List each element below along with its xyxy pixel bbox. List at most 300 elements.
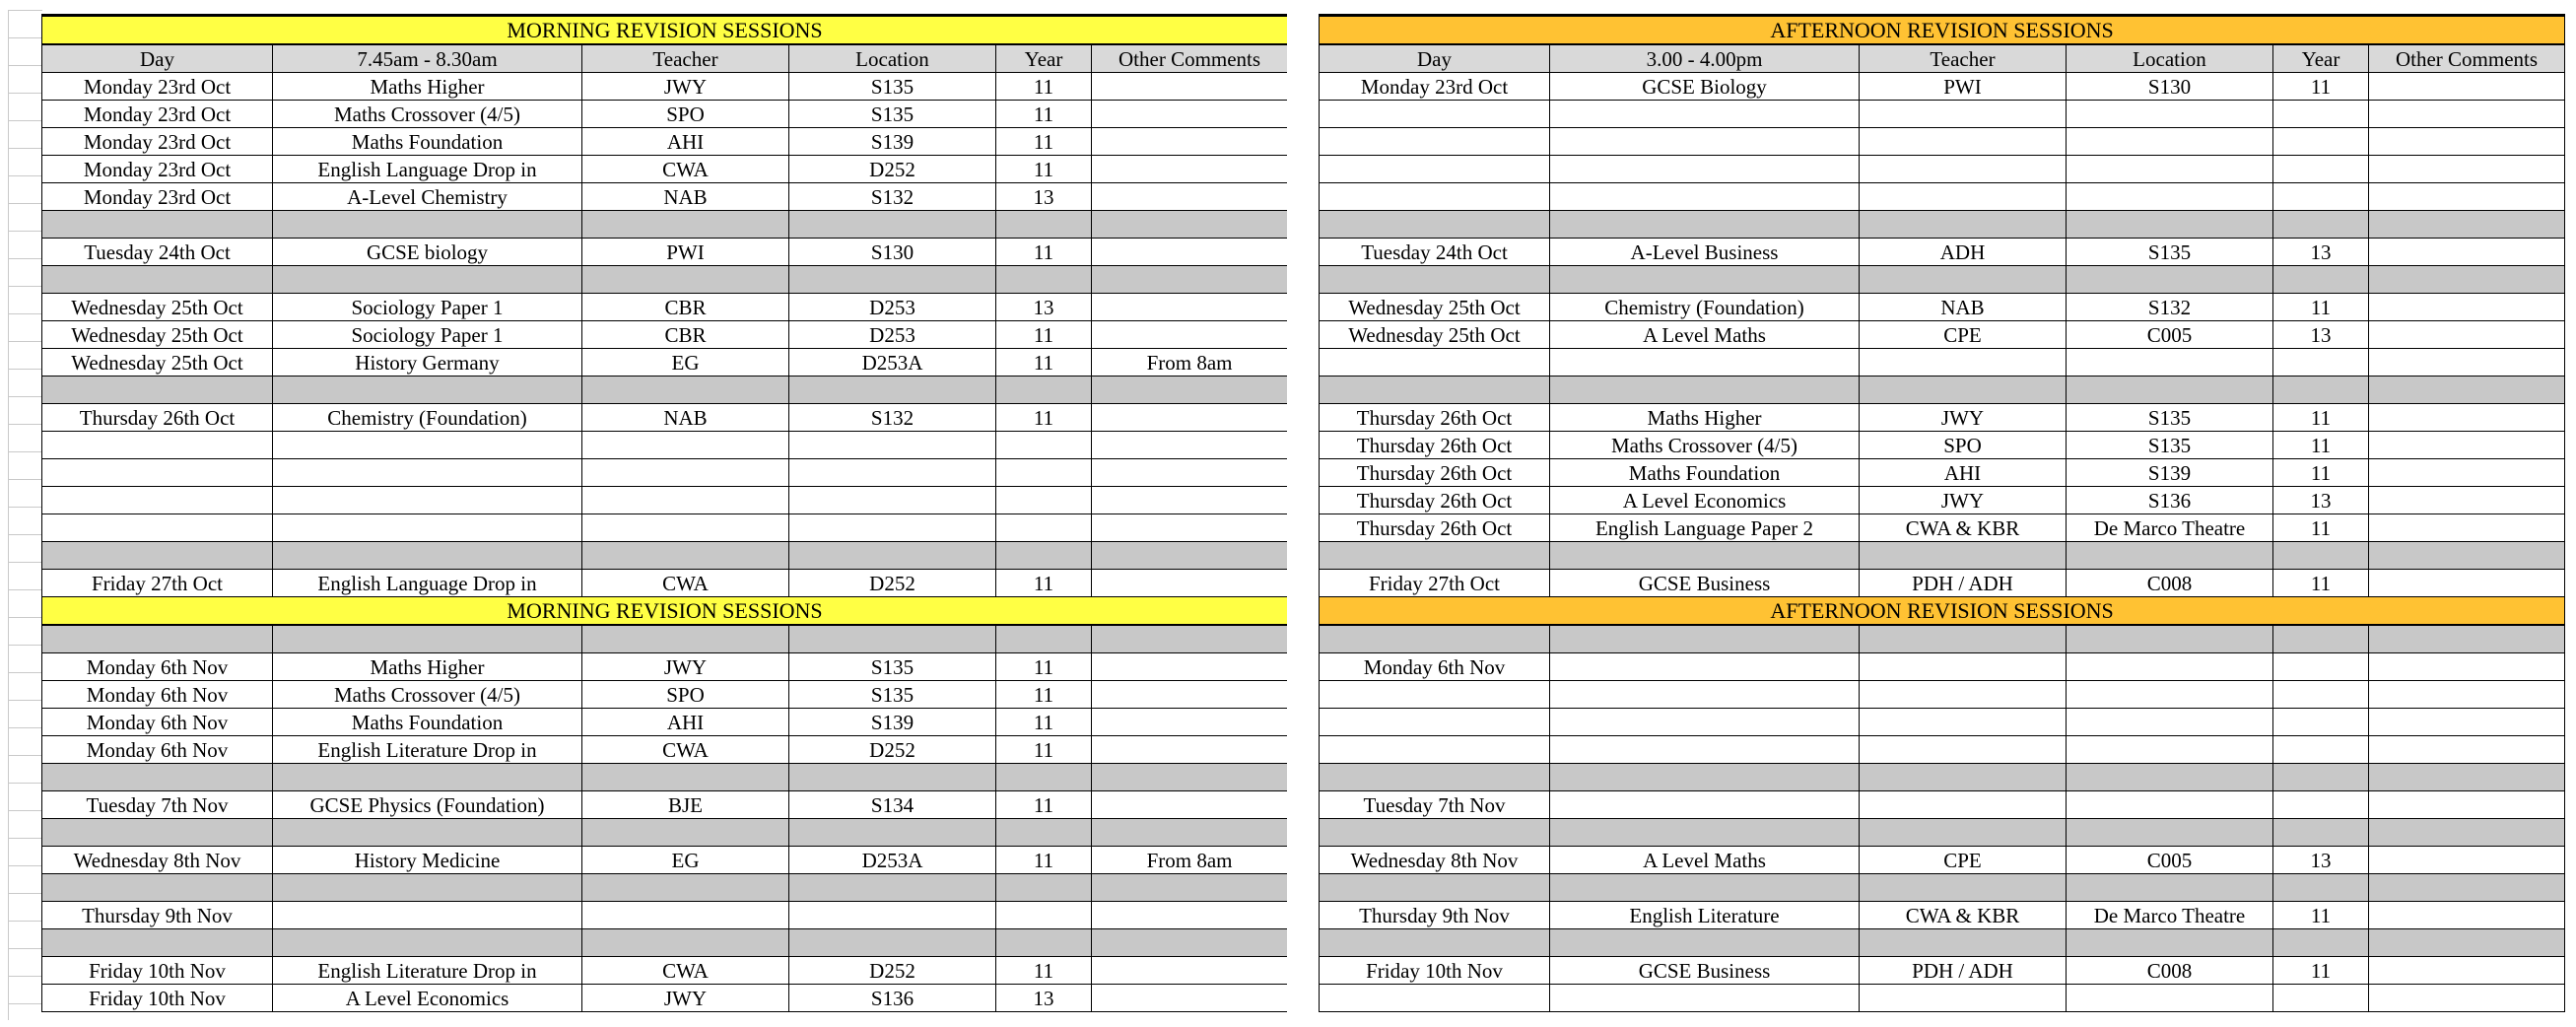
table-cell[interactable] (2273, 349, 2369, 377)
table-cell[interactable] (1320, 183, 1550, 211)
table-cell[interactable] (996, 514, 1092, 542)
table-cell[interactable]: S139 (789, 709, 996, 736)
table-cell[interactable]: D252 (789, 736, 996, 764)
table-cell[interactable] (2067, 128, 2273, 156)
table-cell[interactable]: C005 (2067, 321, 2273, 349)
table-cell[interactable] (1550, 156, 1860, 183)
morning-separator-row (42, 819, 1288, 847)
table-cell[interactable]: S136 (2067, 487, 2273, 514)
table-cell[interactable]: GCSE biology (273, 239, 582, 266)
table-cell[interactable] (1092, 487, 1288, 514)
table-cell[interactable] (582, 432, 789, 459)
table-cell[interactable]: Wednesday 25th Oct (1320, 294, 1550, 321)
table-cell[interactable]: S134 (789, 791, 996, 819)
table-cell[interactable]: PDH / ADH (1860, 570, 2067, 597)
table-cell[interactable] (1092, 183, 1288, 211)
table-cell[interactable]: D253 (789, 294, 996, 321)
table-cell[interactable]: Maths Crossover (4/5) (273, 681, 582, 709)
table-cell[interactable] (1092, 73, 1288, 101)
table-cell[interactable]: 13 (2273, 239, 2369, 266)
table-cell[interactable]: From 8am (1092, 847, 1288, 874)
table-cell[interactable] (2369, 791, 2565, 819)
table-cell[interactable]: 13 (996, 183, 1092, 211)
table-cell[interactable]: A-Level Business (1550, 239, 1860, 266)
separator-cell (2273, 625, 2369, 653)
table-cell[interactable] (1320, 349, 1550, 377)
table-cell[interactable]: PDH / ADH (1860, 957, 2067, 985)
table-cell[interactable]: ADH (1860, 239, 2067, 266)
table-cell[interactable]: S139 (2067, 459, 2273, 487)
table-cell[interactable] (1320, 985, 1550, 1012)
table-cell[interactable]: 13 (2273, 321, 2369, 349)
table-cell[interactable]: JWY (582, 653, 789, 681)
table-cell[interactable]: De Marco Theatre (2067, 514, 2273, 542)
separator-cell (582, 625, 789, 653)
table-cell[interactable]: 13 (2273, 487, 2369, 514)
table-cell[interactable]: 11 (996, 156, 1092, 183)
table-cell[interactable] (2067, 349, 2273, 377)
table-cell[interactable] (1550, 985, 1860, 1012)
table-cell[interactable]: Maths Higher (1550, 404, 1860, 432)
table-cell[interactable] (2273, 985, 2369, 1012)
table-cell[interactable]: Maths Crossover (4/5) (273, 101, 582, 128)
table-cell[interactable]: Monday 23rd Oct (1320, 73, 1550, 101)
table-cell[interactable]: Wednesday 8th Nov (1320, 847, 1550, 874)
table-cell[interactable]: 11 (2273, 570, 2369, 597)
table-cell[interactable]: A Level Maths (1550, 847, 1860, 874)
table-cell[interactable] (996, 902, 1092, 929)
table-cell[interactable]: History Medicine (273, 847, 582, 874)
table-cell[interactable]: S139 (789, 128, 996, 156)
table-cell[interactable]: A-Level Chemistry (273, 183, 582, 211)
table-cell[interactable]: Thursday 26th Oct (1320, 432, 1550, 459)
table-cell[interactable]: English Literature (1550, 902, 1860, 929)
table-cell[interactable]: Tuesday 24th Oct (42, 239, 273, 266)
table-cell[interactable] (2369, 432, 2565, 459)
table-cell[interactable]: 13 (996, 294, 1092, 321)
table-cell[interactable]: 11 (996, 349, 1092, 377)
table-cell[interactable] (789, 459, 996, 487)
table-cell[interactable]: 11 (2273, 294, 2369, 321)
table-cell[interactable]: 11 (996, 957, 1092, 985)
table-cell[interactable]: A Level Maths (1550, 321, 1860, 349)
table-cell[interactable] (1860, 653, 2067, 681)
table-cell[interactable]: 13 (2273, 847, 2369, 874)
table-cell[interactable]: S132 (2067, 294, 2273, 321)
table-cell[interactable]: CWA (582, 570, 789, 597)
table-cell[interactable] (1092, 736, 1288, 764)
table-cell[interactable]: Monday 6th Nov (1320, 653, 1550, 681)
table-cell[interactable]: SPO (582, 681, 789, 709)
table-cell[interactable]: AHI (1860, 459, 2067, 487)
table-cell[interactable]: Maths Crossover (4/5) (1550, 432, 1860, 459)
table-cell[interactable]: S130 (2067, 73, 2273, 101)
table-cell[interactable]: S132 (789, 183, 996, 211)
table-cell[interactable] (2369, 183, 2565, 211)
table-cell[interactable] (1092, 101, 1288, 128)
table-cell[interactable] (1320, 128, 1550, 156)
table-cell[interactable] (996, 432, 1092, 459)
table-cell[interactable] (1092, 791, 1288, 819)
table-cell[interactable] (2067, 183, 2273, 211)
table-cell[interactable] (2273, 791, 2369, 819)
table-cell[interactable] (1092, 404, 1288, 432)
table-cell[interactable] (2369, 570, 2565, 597)
table-cell[interactable] (2369, 321, 2565, 349)
table-cell[interactable]: Wednesday 25th Oct (42, 321, 273, 349)
table-cell[interactable]: Tuesday 7th Nov (1320, 791, 1550, 819)
separator-cell (582, 764, 789, 791)
table-cell[interactable] (2369, 349, 2565, 377)
table-cell[interactable]: S135 (789, 653, 996, 681)
table-cell[interactable]: English Language Drop in (273, 570, 582, 597)
table-cell[interactable]: Maths Foundation (273, 709, 582, 736)
table-cell[interactable]: 11 (2273, 459, 2369, 487)
table-cell[interactable] (1092, 239, 1288, 266)
table-cell[interactable] (2369, 736, 2565, 764)
table-cell[interactable]: S135 (2067, 432, 2273, 459)
table-cell[interactable] (582, 514, 789, 542)
table-cell[interactable] (1550, 653, 1860, 681)
table-cell[interactable] (1860, 709, 2067, 736)
table-cell[interactable] (1320, 681, 1550, 709)
table-cell[interactable]: 11 (996, 128, 1092, 156)
table-cell[interactable]: BJE (582, 791, 789, 819)
table-cell[interactable] (2369, 101, 2565, 128)
table-cell[interactable]: D252 (789, 156, 996, 183)
table-cell[interactable]: D253 (789, 321, 996, 349)
table-cell[interactable]: Chemistry (Foundation) (1550, 294, 1860, 321)
table-cell[interactable]: GCSE Business (1550, 957, 1860, 985)
table-cell[interactable] (1550, 128, 1860, 156)
table-cell[interactable] (582, 459, 789, 487)
table-cell[interactable]: Thursday 26th Oct (1320, 514, 1550, 542)
table-cell[interactable]: NAB (582, 404, 789, 432)
table-cell[interactable] (2369, 294, 2565, 321)
table-cell[interactable] (2067, 709, 2273, 736)
table-cell[interactable] (1320, 736, 1550, 764)
table-cell[interactable] (1550, 791, 1860, 819)
table-cell[interactable]: CBR (582, 294, 789, 321)
table-cell[interactable]: 11 (996, 73, 1092, 101)
table-cell[interactable] (1860, 156, 2067, 183)
table-cell[interactable]: CWA (582, 736, 789, 764)
table-cell[interactable]: 11 (996, 321, 1092, 349)
table-cell[interactable]: Monday 23rd Oct (42, 156, 273, 183)
table-cell[interactable] (1092, 709, 1288, 736)
table-cell[interactable]: 11 (2273, 902, 2369, 929)
table-cell[interactable]: C008 (2067, 570, 2273, 597)
table-cell[interactable]: English Literature Drop in (273, 736, 582, 764)
table-cell[interactable] (2369, 404, 2565, 432)
table-cell[interactable]: CBR (582, 321, 789, 349)
table-cell[interactable] (2273, 101, 2369, 128)
table-cell[interactable]: English Literature Drop in (273, 957, 582, 985)
table-cell[interactable] (1092, 321, 1288, 349)
table-cell[interactable]: 11 (996, 847, 1092, 874)
table-cell[interactable] (789, 487, 996, 514)
table-cell[interactable] (1550, 183, 1860, 211)
table-cell[interactable] (1860, 985, 2067, 1012)
table-cell[interactable]: 11 (996, 570, 1092, 597)
table-cell[interactable] (1320, 156, 1550, 183)
table-cell[interactable] (996, 459, 1092, 487)
table-cell[interactable] (2273, 681, 2369, 709)
table-cell[interactable] (2369, 847, 2565, 874)
table-cell[interactable]: 11 (2273, 957, 2369, 985)
table-cell[interactable]: JWY (1860, 404, 2067, 432)
table-cell[interactable] (2369, 514, 2565, 542)
table-cell[interactable]: Maths Foundation (273, 128, 582, 156)
table-cell[interactable]: 11 (2273, 73, 2369, 101)
morning-separator-row (42, 266, 1288, 294)
table-cell[interactable]: Sociology Paper 1 (273, 321, 582, 349)
table-cell[interactable] (2273, 128, 2369, 156)
table-cell[interactable] (2273, 736, 2369, 764)
table-cell[interactable] (1092, 128, 1288, 156)
table-cell[interactable] (1550, 349, 1860, 377)
table-cell[interactable] (2369, 156, 2565, 183)
table-cell[interactable]: Friday 10th Nov (1320, 957, 1550, 985)
table-cell[interactable] (789, 432, 996, 459)
separator-cell (273, 266, 582, 294)
table-cell[interactable] (2369, 681, 2565, 709)
table-cell[interactable]: Monday 23rd Oct (42, 128, 273, 156)
table-cell[interactable] (1860, 101, 2067, 128)
table-cell[interactable] (1092, 432, 1288, 459)
table-cell[interactable]: Tuesday 24th Oct (1320, 239, 1550, 266)
table-cell[interactable] (2369, 459, 2565, 487)
table-cell[interactable]: 11 (996, 101, 1092, 128)
table-cell[interactable]: A Level Economics (1550, 487, 1860, 514)
table-cell[interactable]: EG (582, 847, 789, 874)
table-cell[interactable]: 11 (996, 791, 1092, 819)
table-cell[interactable] (1320, 709, 1550, 736)
table-cell[interactable] (2369, 957, 2565, 985)
table-cell[interactable] (2067, 681, 2273, 709)
table-cell[interactable] (1550, 101, 1860, 128)
table-cell[interactable]: GCSE Biology (1550, 73, 1860, 101)
table-cell[interactable] (1092, 681, 1288, 709)
table-cell[interactable] (1860, 183, 2067, 211)
table-cell[interactable] (1550, 681, 1860, 709)
table-cell[interactable] (2067, 736, 2273, 764)
table-cell[interactable]: 11 (996, 404, 1092, 432)
table-cell[interactable] (2067, 156, 2273, 183)
table-cell[interactable]: 11 (2273, 432, 2369, 459)
table-cell[interactable]: SPO (582, 101, 789, 128)
table-cell[interactable] (789, 902, 996, 929)
table-cell[interactable]: Monday 23rd Oct (42, 101, 273, 128)
table-cell[interactable] (1092, 514, 1288, 542)
table-cell[interactable]: Sociology Paper 1 (273, 294, 582, 321)
table-cell[interactable] (582, 487, 789, 514)
table-cell[interactable] (2369, 653, 2565, 681)
table-cell[interactable]: GCSE Physics (Foundation) (273, 791, 582, 819)
table-cell[interactable] (2067, 653, 2273, 681)
table-cell[interactable] (1092, 459, 1288, 487)
table-cell[interactable]: 11 (996, 736, 1092, 764)
table-cell[interactable] (2369, 487, 2565, 514)
table-cell[interactable] (2369, 239, 2565, 266)
table-cell[interactable] (42, 487, 273, 514)
table-cell[interactable]: 11 (996, 239, 1092, 266)
table-cell[interactable]: CPE (1860, 847, 2067, 874)
table-cell[interactable] (1860, 128, 2067, 156)
table-cell[interactable]: D252 (789, 957, 996, 985)
table-cell[interactable] (273, 432, 582, 459)
table-cell[interactable] (42, 459, 273, 487)
table-cell[interactable] (582, 902, 789, 929)
table-cell[interactable]: CWA (582, 957, 789, 985)
separator-cell (273, 929, 582, 957)
table-cell[interactable]: 11 (996, 681, 1092, 709)
table-cell[interactable]: Thursday 9th Nov (1320, 902, 1550, 929)
table-row (42, 681, 1288, 709)
table-cell[interactable]: Friday 10th Nov (42, 957, 273, 985)
table-cell[interactable]: Monday 23rd Oct (42, 183, 273, 211)
table-cell[interactable]: Wednesday 25th Oct (1320, 321, 1550, 349)
table-cell[interactable]: Monday 6th Nov (42, 736, 273, 764)
table-cell[interactable]: S130 (789, 239, 996, 266)
table-cell[interactable]: From 8am (1092, 349, 1288, 377)
table-cell[interactable]: Thursday 26th Oct (1320, 487, 1550, 514)
table-cell[interactable]: Wednesday 25th Oct (42, 349, 273, 377)
table-cell[interactable]: SPO (1860, 432, 2067, 459)
table-cell[interactable] (1092, 957, 1288, 985)
table-cell[interactable]: De Marco Theatre (2067, 902, 2273, 929)
table-cell[interactable]: Maths Higher (273, 653, 582, 681)
table-cell[interactable] (2273, 156, 2369, 183)
table-cell[interactable]: S135 (789, 101, 996, 128)
table-cell[interactable] (2067, 101, 2273, 128)
table-cell[interactable]: S136 (789, 985, 996, 1012)
table-cell[interactable]: S132 (789, 404, 996, 432)
table-cell[interactable] (42, 432, 273, 459)
table-cell[interactable]: Friday 10th Nov (42, 985, 273, 1012)
table-cell[interactable]: JWY (1860, 487, 2067, 514)
table-cell[interactable]: Friday 27th Oct (1320, 570, 1550, 597)
table-cell[interactable]: Thursday 26th Oct (1320, 404, 1550, 432)
table-cell[interactable]: CWA & KBR (1860, 514, 2067, 542)
separator-cell (1092, 874, 1288, 902)
table-cell[interactable] (273, 902, 582, 929)
table-cell[interactable]: D253A (789, 847, 996, 874)
table-cell[interactable]: A Level Economics (273, 985, 582, 1012)
separator-cell (2067, 819, 2273, 847)
table-cell[interactable] (2369, 709, 2565, 736)
table-cell[interactable]: PWI (1860, 73, 2067, 101)
table-cell[interactable]: 11 (996, 653, 1092, 681)
table-cell[interactable]: 11 (2273, 514, 2369, 542)
table-cell[interactable] (1860, 791, 2067, 819)
table-cell[interactable] (1092, 294, 1288, 321)
table-cell[interactable]: AHI (582, 709, 789, 736)
table-cell[interactable]: JWY (582, 985, 789, 1012)
table-cell[interactable]: S135 (789, 681, 996, 709)
table-cell[interactable] (273, 487, 582, 514)
separator-cell (2273, 211, 2369, 239)
table-cell[interactable]: Monday 6th Nov (42, 681, 273, 709)
table-cell[interactable] (1550, 736, 1860, 764)
table-cell[interactable] (2369, 73, 2565, 101)
table-cell[interactable]: S135 (2067, 404, 2273, 432)
table-cell[interactable]: CWA & KBR (1860, 902, 2067, 929)
table-cell[interactable]: Maths Higher (273, 73, 582, 101)
table-cell[interactable] (273, 514, 582, 542)
table-cell[interactable] (1092, 570, 1288, 597)
table-cell[interactable] (2067, 985, 2273, 1012)
table-cell[interactable]: English Language Paper 2 (1550, 514, 1860, 542)
table-cell[interactable] (2369, 902, 2565, 929)
table-cell[interactable]: Chemistry (Foundation) (273, 404, 582, 432)
table-cell[interactable]: CPE (1860, 321, 2067, 349)
table-cell[interactable]: C008 (2067, 957, 2273, 985)
table-cell[interactable] (2067, 791, 2273, 819)
table-cell[interactable] (2273, 653, 2369, 681)
table-cell[interactable]: AHI (582, 128, 789, 156)
table-cell[interactable]: English Language Drop in (273, 156, 582, 183)
table-cell[interactable]: GCSE Business (1550, 570, 1860, 597)
table-cell[interactable]: JWY (582, 73, 789, 101)
table-cell[interactable] (1092, 985, 1288, 1012)
table-cell[interactable]: Friday 27th Oct (42, 570, 273, 597)
table-cell[interactable]: Tuesday 7th Nov (42, 791, 273, 819)
table-cell[interactable] (1860, 349, 2067, 377)
table-cell[interactable]: D252 (789, 570, 996, 597)
table-cell[interactable]: 11 (2273, 404, 2369, 432)
table-cell[interactable]: EG (582, 349, 789, 377)
table-cell[interactable] (2273, 709, 2369, 736)
table-cell[interactable] (1860, 681, 2067, 709)
table-cell[interactable]: Wednesday 8th Nov (42, 847, 273, 874)
table-cell[interactable]: Wednesday 25th Oct (42, 294, 273, 321)
table-row (42, 239, 1288, 266)
table-cell[interactable]: Monday 23rd Oct (42, 73, 273, 101)
table-cell[interactable]: Monday 6th Nov (42, 653, 273, 681)
table-cell[interactable]: 13 (996, 985, 1092, 1012)
table-cell[interactable] (1860, 736, 2067, 764)
table-cell[interactable]: PWI (582, 239, 789, 266)
table-cell[interactable] (2273, 183, 2369, 211)
table-cell[interactable] (1550, 709, 1860, 736)
table-cell[interactable] (1092, 156, 1288, 183)
table-cell[interactable]: History Germany (273, 349, 582, 377)
table-cell[interactable] (789, 514, 996, 542)
table-cell[interactable]: S135 (789, 73, 996, 101)
table-cell[interactable] (273, 459, 582, 487)
table-cell[interactable] (996, 487, 1092, 514)
table-cell[interactable]: Maths Foundation (1550, 459, 1860, 487)
table-cell[interactable]: Thursday 9th Nov (42, 902, 273, 929)
table-cell[interactable] (42, 514, 273, 542)
table-cell[interactable]: NAB (582, 183, 789, 211)
table-cell[interactable]: D253A (789, 349, 996, 377)
table-cell[interactable]: NAB (1860, 294, 2067, 321)
table-cell[interactable] (1092, 902, 1288, 929)
table-cell[interactable]: C005 (2067, 847, 2273, 874)
table-cell[interactable] (2369, 128, 2565, 156)
table-cell[interactable]: Monday 6th Nov (42, 709, 273, 736)
table-cell[interactable] (1092, 653, 1288, 681)
table-cell[interactable]: 11 (996, 709, 1092, 736)
table-cell[interactable] (2369, 985, 2565, 1012)
table-cell[interactable]: S135 (2067, 239, 2273, 266)
table-cell[interactable] (1320, 101, 1550, 128)
table-cell[interactable]: Thursday 26th Oct (1320, 459, 1550, 487)
table-cell[interactable]: Thursday 26th Oct (42, 404, 273, 432)
table-cell[interactable]: CWA (582, 156, 789, 183)
